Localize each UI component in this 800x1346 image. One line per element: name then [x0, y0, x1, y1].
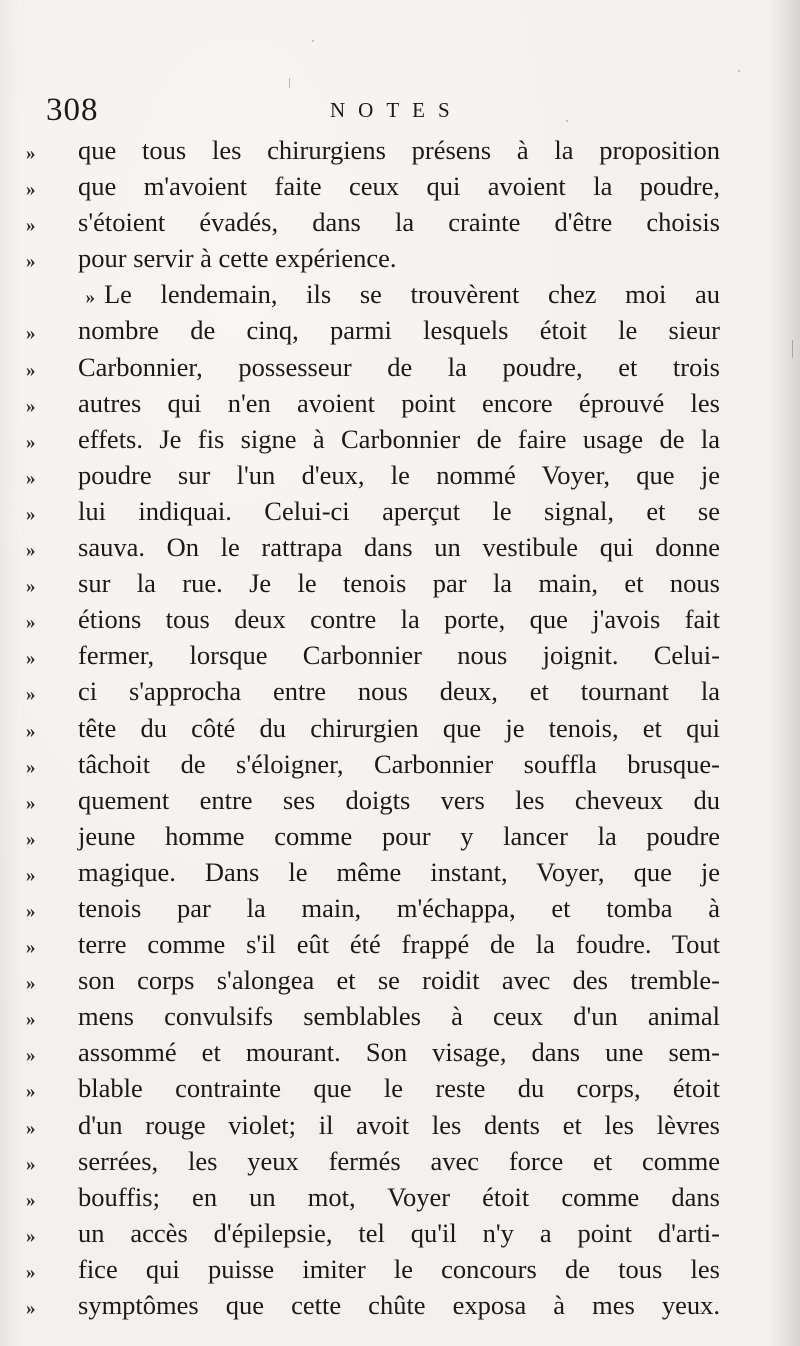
line-text: poudre sur l'un d'eux, le nommé Voyer, que je: [78, 459, 720, 490]
line-text: nombre de cinq, parmi lesquels étoit le sieur: [78, 315, 720, 346]
text-line: [26, 529, 720, 565]
text-line: [26, 818, 720, 854]
line-text: fermer, lorsque Carbonnier nous joignit. Celui-: [78, 640, 720, 671]
text-line: [26, 746, 720, 782]
text-line: [26, 782, 720, 818]
paper-speck: [312, 40, 314, 42]
paper-speck: [566, 120, 568, 122]
text-line: [26, 601, 720, 637]
quote-mark: »: [26, 576, 35, 598]
page-header: [46, 88, 746, 132]
text-line: [26, 132, 720, 168]
line-text: quement entre ses doigts vers les cheveux du: [78, 784, 720, 815]
line-text: sur la rue. Je le tenois par la main, et nous: [78, 568, 720, 599]
quote-mark: »: [26, 395, 35, 417]
text-line: [26, 385, 720, 421]
running-title: NOTES: [330, 98, 463, 122]
line-text: sauva. On le rattrapa dans un vestibule qui donne: [78, 532, 720, 563]
line-text: autres qui n'en avoient point encore éprouvé les: [78, 387, 720, 418]
line-text: un accès d'épilepsie, tel qu'il n'y a point d'arti-: [78, 1217, 720, 1248]
quote-mark: »: [26, 756, 35, 778]
line-text: tenois par la main, m'échappa, et tomba à: [78, 892, 720, 923]
quote-mark: »: [26, 179, 35, 201]
quote-mark: »: [26, 503, 35, 525]
quote-mark: »: [26, 1225, 35, 1247]
quote-mark: »: [26, 937, 35, 959]
quote-mark: »: [26, 1045, 35, 1067]
line-text: blable contrainte que le reste du corps, étoit: [78, 1073, 720, 1104]
text-line: [26, 962, 720, 998]
paper-speck: [700, 1310, 702, 1312]
quote-mark: »: [26, 828, 35, 850]
text-line: [26, 493, 720, 529]
quote-mark: »: [26, 540, 35, 562]
line-text: lui indiquai. Celui-ci aperçut le signal, et se: [78, 495, 720, 526]
line-text: effets. Je fis signe à Carbonnier de faire usage de la: [78, 423, 720, 454]
quote-mark: »: [26, 467, 35, 489]
quote-mark: »: [26, 323, 35, 345]
page-number: 308: [46, 92, 99, 128]
line-text: fice qui puisse imiter le concours de tous les: [78, 1253, 720, 1284]
line-text: tâchoit de s'éloigner, Carbonnier souffla brusque-: [78, 748, 720, 779]
line-text: bouffis; en un mot, Voyer étoit comme dans: [78, 1181, 720, 1212]
line-text: serrées, les yeux fermés avec force et comme: [78, 1145, 720, 1176]
line-text: ci s'approcha entre nous deux, et tournant la: [78, 676, 720, 707]
text-line: [26, 1251, 720, 1287]
quote-mark: »: [26, 648, 35, 670]
text-line: [26, 1215, 720, 1251]
paper-speck: [289, 78, 290, 88]
line-text: Le lendemain, ils se trouvèrent chez moi au: [104, 279, 720, 310]
line-text: étions tous deux contre la porte, que j'avois fait: [78, 604, 720, 635]
line-text: que m'avoient faite ceux qui avoient la poudre,: [78, 171, 720, 202]
quote-mark: »: [26, 215, 35, 237]
line-text: d'un rouge violet; il avoit les dents et les lèvres: [78, 1109, 720, 1140]
text-line: [26, 240, 720, 276]
text-line: [26, 1143, 720, 1179]
line-text: magique. Dans le même instant, Voyer, que je: [78, 856, 720, 887]
quote-mark: »: [26, 684, 35, 706]
text-line: [26, 565, 720, 601]
text-line: [26, 710, 720, 746]
line-text: s'étoient évadés, dans la crainte d'être choisis: [78, 207, 720, 238]
text-line: [26, 637, 720, 673]
line-text: terre comme s'il eût été frappé de la foudre. Tout: [78, 929, 720, 960]
text-line: [26, 349, 720, 385]
line-text: pour servir à cette expérience.: [78, 243, 397, 274]
quote-mark: »: [26, 1117, 35, 1139]
line-text: symptômes que cette chûte exposa à mes yeux.: [78, 1290, 720, 1320]
quote-mark: »: [26, 143, 35, 164]
quote-mark: »: [26, 1261, 35, 1283]
quote-mark: »: [26, 359, 35, 381]
paragraph-start-line: [26, 276, 720, 312]
text-line: [26, 854, 720, 890]
quote-mark: »: [26, 1189, 35, 1211]
quote-mark: »: [26, 1009, 35, 1031]
text-line: [26, 1179, 720, 1215]
body-text: [26, 132, 720, 1323]
text-line: [26, 890, 720, 926]
text-line: [26, 673, 720, 709]
text-line: [26, 1034, 720, 1070]
quote-mark: »: [26, 792, 35, 814]
text-line: [26, 1287, 720, 1323]
text-line: [26, 204, 720, 240]
quote-mark: »: [26, 973, 35, 995]
line-text: son corps s'alongea et se roidit avec des tremble-: [78, 965, 720, 996]
line-text: Carbonnier, possesseur de la poudre, et trois: [78, 351, 720, 382]
quote-mark: »: [26, 864, 35, 886]
line-text: tête du côté du chirurgien que je tenois, et qui: [78, 712, 720, 743]
text-line: [26, 1070, 720, 1106]
text-line: [26, 457, 720, 493]
quote-mark: »: [85, 287, 94, 309]
text-line: [26, 312, 720, 348]
text-line: [26, 1107, 720, 1143]
line-text: jeune homme comme pour y lancer la poudre: [78, 820, 720, 851]
text-line: [26, 168, 720, 204]
line-text: assommé et mourant. Son visage, dans une sem-: [78, 1037, 720, 1068]
quote-mark: »: [26, 1153, 35, 1175]
text-line: [26, 998, 720, 1034]
text-line: [26, 421, 720, 457]
line-text: que tous les chirurgiens présens à la proposition: [78, 135, 720, 165]
paper-speck: [738, 70, 740, 72]
line-text: mens convulsifs semblables à ceux d'un animal: [78, 1001, 720, 1032]
paper-speck: [792, 340, 793, 358]
quote-mark: »: [26, 612, 35, 634]
quote-mark: »: [26, 1081, 35, 1103]
quote-mark: »: [26, 251, 35, 273]
quote-mark: »: [26, 900, 35, 922]
quote-mark: »: [26, 431, 35, 453]
quote-mark: »: [26, 1298, 35, 1319]
quote-mark: »: [26, 720, 35, 742]
text-line: [26, 926, 720, 962]
